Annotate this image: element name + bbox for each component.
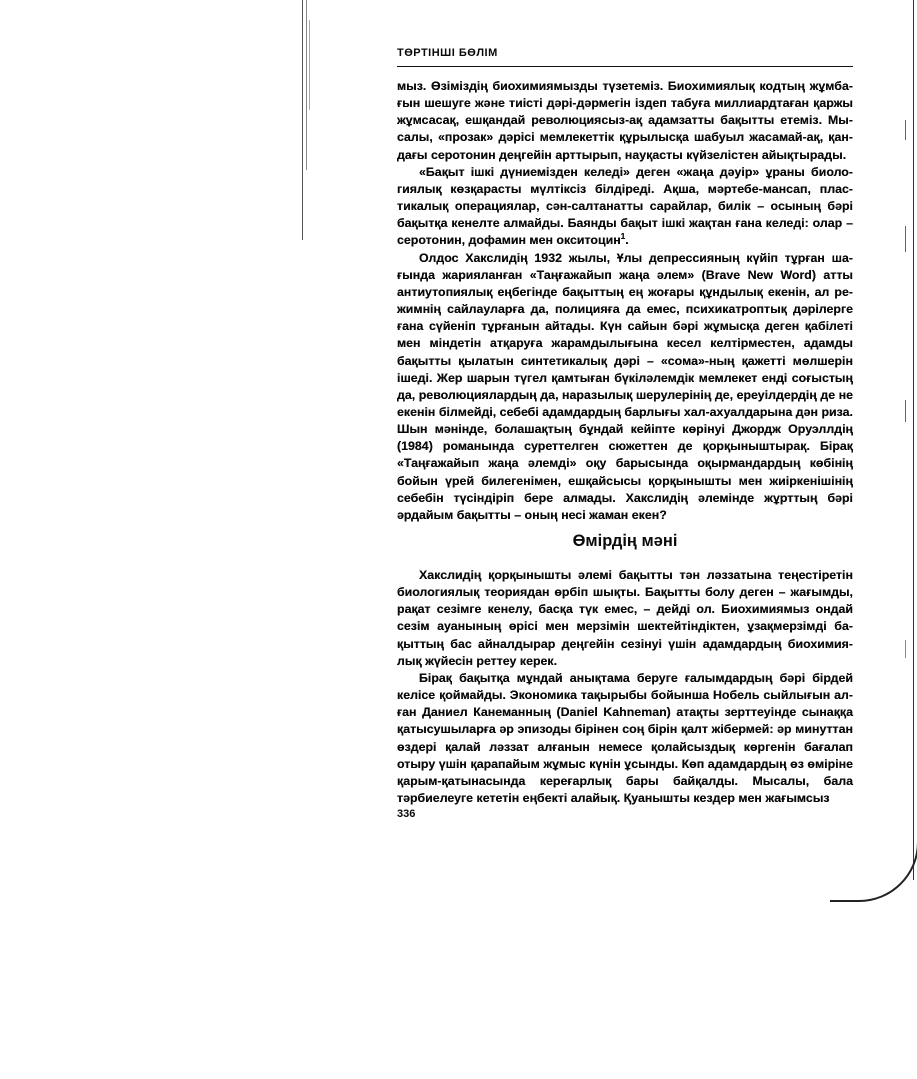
paragraph: Хакслидің қорқынышты әлемі бақытты тән ләззатына теңестіретін биологиялық теориядан өрбіп шықты. Бақытты болу деген – жағымды, рақат сезімге кенелу, басқа түк емес, – дейді ол. Биохимиямыз ондай сезім ауанының өрісі мен мерзімін шектейтіндіктен, ұзақмерзімді бақыттың бас айналдырар деңгейін сезінуі үшін адамдардың биохимиялық жүйесін реттеу керек. (397, 568, 853, 668)
body-text-top (397, 78, 853, 524)
header-rule (397, 66, 853, 67)
scan-edge-left (300, 0, 314, 1079)
running-head: ТӨРТІНШІ БӨЛІМ (397, 47, 498, 59)
paragraph: Бірақ бақытқа мұндай анықтама беруге ғалымдардың бәрі бірдей келісе қоймайды. Экономика тақырыбы бойынша Нобель сыйлығын алған Даниел Канеманның (Daniel Kahneman) атақты зерттеуінде сынаққа қатысушыларға әр эпизоды бірінен соң бірін қалт жібермей: әр минуттан өздері қалай ләззат алғанын немесе қолайсыздық көргенін бағалап отыру үшін қарапайым жұмыс күнін ұсынды. Көп адамдардың өз өміріне қарым-қатынасында кереғарлық бары байқалды. Мысалы, бала тәрбиелеуге кететін еңбекті алайық. Қуанышты кездер мен жағымсыз (397, 670, 853, 806)
scan-edge-right (902, 0, 917, 1079)
paragraph: мыз. Өзіміздің биохимиямызды түзетеміз. Биохимиялық кодтың жұмбағын шешуге және тиісті дәрі-дәрмегін іздеп табуға миллиардтаған қаржы жұмсасақ, ешқандай революциясыз-ақ адамзатты бақытты етеміз. Мысалы, «прозак» дәрісі мемлекеттік құрылысқа шабуыл жасамай-ақ, қандағы серотонин деңгейін арттырып, науқасты күйзелістен айықтырады. (397, 79, 853, 162)
footnote-marker: 1 (620, 232, 626, 242)
section-title: Өмірдің мәні (572, 532, 678, 550)
paragraph: «Бақыт ішкі дүниемізден келеді» деген «жаңа дәуір» ұраны биологиялық көзқарасты мүлтіксіз білдіреді. Ақша, мәртебе-мансап, пластикалық операциялар, сән-салтанатты сарайлар, билік – осының бәрі бақытқа кенелте алмайды. Баянды бақыт ішкі жақтан ғана келеді: олар – серотонин, дофамин мен окситоцин$^1$. (397, 164, 853, 248)
body-text-bottom (397, 567, 853, 807)
paragraph: Олдос Хакслидің 1932 жылы, Ұлы депрессияның күйіп тұрған шағында жарияланған «Таңғажайып жаңа әлем» (Brave New Word) атты антиутопиялық еңбегінде бақыттың ең жоғары құндылық екенін, ал режимнің сайлауларға да, полицияға да емес, психикатроптық дәрілерге ғана сүйеніп тұрғанын айтады. Күн сайын бәрі жұмысқа деген қабілеті мен міндетін атқаруға жарамдылығына кесел келтірместен, адамды бақытты қылатын синтетикалық дәрі – «сома»-ның қажетті мөлшерін ішеді. Жер шарын түгел қамтыған бүкіләлемдік мемлекет енді соғыстың да, революциялардың да, наразылық шерулерінің де, ереуілдердің де не екенін білмейді, себебі адамдардың барлығы хал-ахуалдарына дән риза. Шын мәнінде, болашақтың бұндай кейіпте көрінуі Джордж Оруэллдің (1984) романында суреттелген сюжеттен де қорқыныштырақ. Бірақ «Таңғажайып жаңа әлемді» оқу барысында оқырмандардың көбінің бойын үрей билегенімен, ешқайсысы қорқынышты мен жиіркенішінің себебін түсіндіріп бере алмады. Хакслидің әлемінде жұрттың бәрі әрдайым бақытты – оның несі жаман екен? (397, 250, 853, 522)
paragraph-text: «Бақыт ішкі дүниемізден келеді» деген «жаңа дәуір» ұраны биологиялық көзқарасты мүлтіксіз білдіреді. Ақша, мәртебе-мансап, пластикалық операциялар, сән-салтанатты сарайлар, билік – осының бәрі бақытқа кенелте алмайды. Баянды бақыт ішкі жақтан ғана келеді: олар – серотонин, дофамин мен окситоцин (397, 164, 853, 248)
page-number: 336 (397, 808, 416, 820)
